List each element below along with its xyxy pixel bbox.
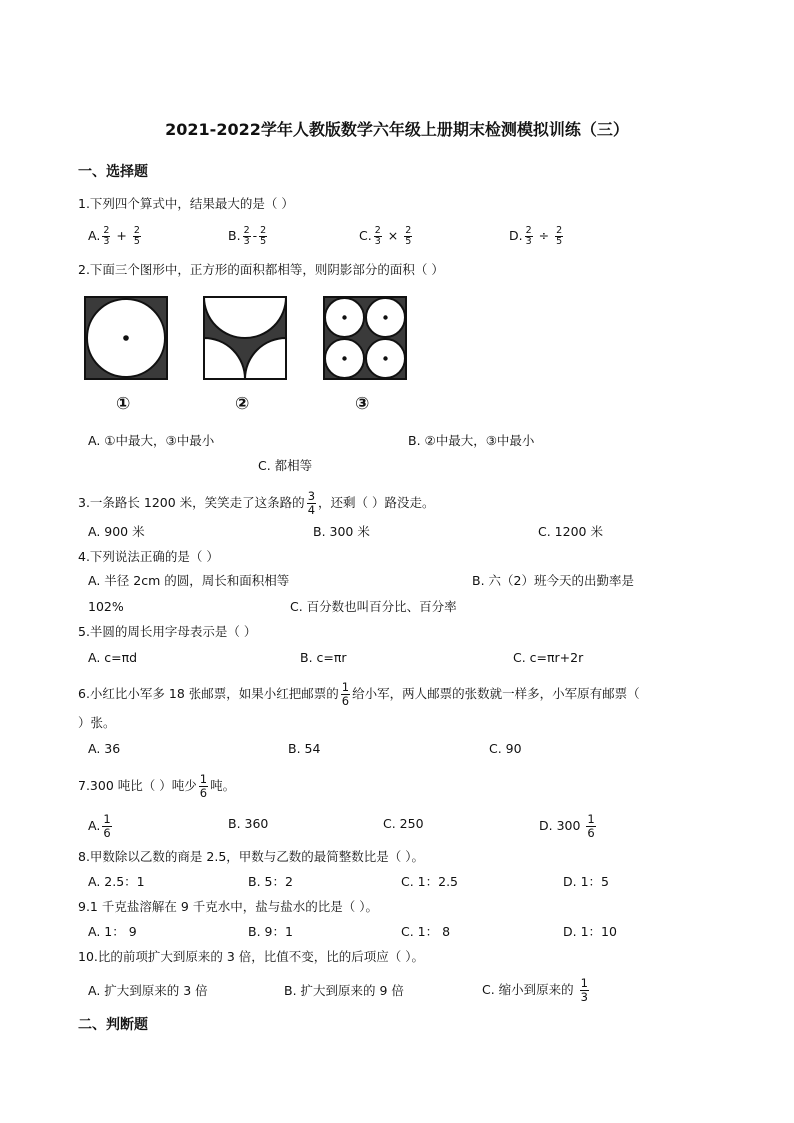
figure-label-2: ② bbox=[235, 394, 250, 414]
q4-option-a[interactable]: A. 半径 2cm 的圆，周长和面积相等 bbox=[88, 573, 290, 588]
figure-2-semicircles-in-square bbox=[203, 296, 287, 380]
fraction: $\frac{1}{6}$ bbox=[341, 680, 350, 708]
fraction: $\frac{2}{5}$ bbox=[260, 225, 267, 247]
fraction: $\frac{1}{6}$ bbox=[103, 812, 111, 840]
q4-stem: 4.下列说法正确的是（ ） bbox=[78, 549, 219, 564]
q9-option-b[interactable]: B. 9：1 bbox=[248, 924, 293, 939]
q7-option-d[interactable]: D. 300 $\frac{1}{6}$ bbox=[539, 812, 595, 840]
q2-option-c[interactable]: C. 都相等 bbox=[258, 458, 313, 473]
fraction: $\frac{1}{3}$ bbox=[580, 976, 588, 1004]
q2-stem: 2.下面三个图形中，正方形的面积都相等，则阴影部分的面积（ ） bbox=[78, 262, 444, 277]
q10-option-a[interactable]: A. 扩大到原来的 3 倍 bbox=[88, 983, 208, 998]
q7-stem: 7.300 吨比（ ）吨少 $\frac{1}{6}$ 吨。 bbox=[78, 772, 236, 800]
q3-option-a[interactable]: A. 900 米 bbox=[88, 524, 145, 539]
fraction: $\frac{2}{3}$ bbox=[525, 225, 532, 247]
q8-option-b[interactable]: B. 5：2 bbox=[248, 874, 293, 889]
section-choice-heading: 一、选择题 bbox=[78, 164, 148, 180]
q8-option-a[interactable]: A. 2.5：1 bbox=[88, 874, 145, 889]
q4-option-b-continued: 102% bbox=[88, 599, 124, 614]
q6-option-b[interactable]: B. 54 bbox=[288, 741, 321, 756]
q5-stem: 5.半圆的周长用字母表示是（ ） bbox=[78, 624, 257, 639]
q10-option-c[interactable]: C. 缩小到原来的 $\frac{1}{3}$ bbox=[482, 976, 588, 1004]
q6-option-a[interactable]: A. 36 bbox=[88, 741, 121, 756]
q8-option-d[interactable]: D. 1：5 bbox=[563, 874, 609, 889]
q1-option-d[interactable]: D. $\frac{2}{3}$ ÷ $\frac{2}{5}$ bbox=[509, 225, 563, 247]
q1-option-c[interactable]: C. $\frac{2}{3}$ × $\frac{2}{5}$ bbox=[359, 225, 412, 247]
q10-option-b[interactable]: B. 扩大到原来的 9 倍 bbox=[284, 983, 404, 998]
q8-stem: 8.甲数除以乙数的商是 2.5，甲数与乙数的最简整数比是（ ）。 bbox=[78, 849, 425, 864]
fraction: $\frac{1}{6}$ bbox=[199, 772, 208, 800]
q9-option-a[interactable]: A. 1： 9 bbox=[88, 924, 137, 939]
q2-option-b[interactable]: B. ②中最大，③中最小 bbox=[408, 433, 535, 448]
q10-stem: 10.比的前项扩大到原来的 3 倍，比值不变，比的后项应（ ）。 bbox=[78, 949, 425, 964]
fraction: $\frac{2}{3}$ bbox=[374, 225, 381, 247]
q3-option-c[interactable]: C. 1200 米 bbox=[538, 524, 603, 539]
q4-option-b[interactable]: B. 六（2）班今天的出勤率是 bbox=[472, 573, 634, 588]
fraction: $\frac{2}{5}$ bbox=[556, 225, 563, 247]
q4-option-c[interactable]: C. 百分数也叫百分比、百分率 bbox=[290, 599, 457, 614]
q1-option-b[interactable]: B. $\frac{2}{3}$ - $\frac{2}{5}$ bbox=[228, 225, 267, 247]
fraction: $\frac{1}{6}$ bbox=[587, 812, 595, 840]
fraction: $\frac{2}{3}$ bbox=[103, 225, 110, 247]
q2-option-a[interactable]: A. ①中最大，③中最小 bbox=[88, 433, 215, 448]
figure-3-four-circles-in-square bbox=[323, 296, 407, 380]
figure-1-circle-in-square bbox=[84, 296, 168, 380]
q3-stem: 3.一条路长 1200 米，笑笑走了这条路的 $\frac{3}{4}$ ，还剩（ ）路没走。 bbox=[78, 489, 435, 517]
figure-label-1: ① bbox=[116, 394, 131, 414]
q9-option-d[interactable]: D. 1：10 bbox=[563, 924, 617, 939]
q7-option-a[interactable]: A. $\frac{1}{6}$ bbox=[88, 812, 111, 840]
q3-option-b[interactable]: B. 300 米 bbox=[313, 524, 370, 539]
page-title: 2021-2022学年人教版数学六年级上册期末检测模拟训练（三） bbox=[165, 120, 629, 139]
q5-option-a[interactable]: A. c=πd bbox=[88, 650, 138, 665]
q7-option-b[interactable]: B. 360 bbox=[228, 816, 269, 831]
figure-label-3: ③ bbox=[355, 394, 370, 414]
fraction: $\frac{2}{5}$ bbox=[405, 225, 412, 247]
q1-stem: 1.下列四个算式中，结果最大的是（ ） bbox=[78, 196, 294, 211]
q6-stem: 6.小红比小军多 18 张邮票，如果小红把邮票的 $\frac{1}{6}$ 给小军，两人邮票的张数就一样多，小军原有邮票（ bbox=[78, 680, 640, 708]
fraction: $\frac{2}{5}$ bbox=[133, 225, 140, 247]
q5-option-b[interactable]: B. c=πr bbox=[300, 650, 347, 665]
fraction: $\frac{2}{3}$ bbox=[243, 225, 250, 247]
fraction: $\frac{3}{4}$ bbox=[307, 489, 316, 517]
q8-option-c[interactable]: C. 1：2.5 bbox=[401, 874, 459, 889]
q9-stem: 9.1 千克盐溶解在 9 千克水中，盐与盐水的比是（ ）。 bbox=[78, 899, 378, 914]
q7-option-c[interactable]: C. 250 bbox=[383, 816, 424, 831]
q9-option-c[interactable]: C. 1： 8 bbox=[401, 924, 451, 939]
q6-option-c[interactable]: C. 90 bbox=[489, 741, 522, 756]
q6-stem-continued: ）张。 bbox=[78, 715, 116, 730]
section-judge-heading: 二、判断题 bbox=[78, 1017, 148, 1033]
q1-option-a[interactable]: A. $\frac{2}{3}$ + $\frac{2}{5}$ bbox=[88, 225, 140, 247]
q5-option-c[interactable]: C. c=πr+2r bbox=[513, 650, 584, 665]
